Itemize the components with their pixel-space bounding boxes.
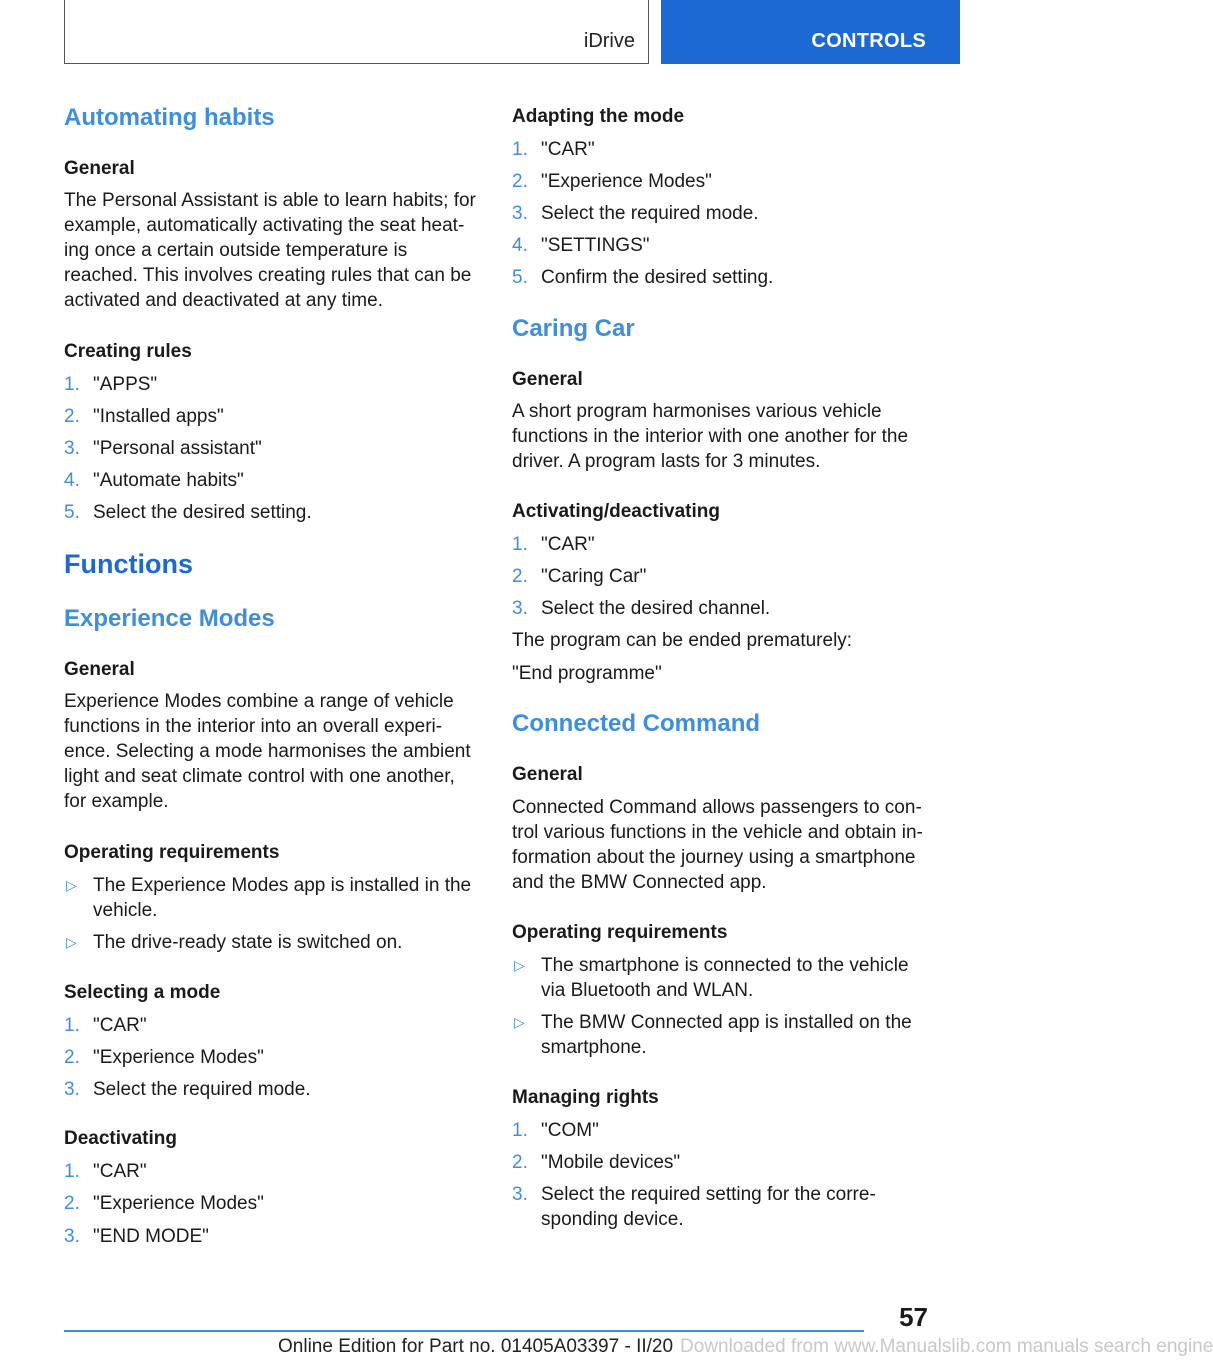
triangle-bullet-icon: ▷ [514,957,525,973]
footer-edition: Online Edition for Part no. 01405A03397 - II/20 [278,1336,674,1357]
subheading-general: General [512,764,583,785]
list-text: "SETTINGS" [541,235,650,256]
text-line: The smartphone is connected to the vehicle [541,955,909,976]
text-line: functions in the interior with one another for the [512,426,909,447]
list-number: 5. [512,267,528,288]
list-text: "Experience Modes" [541,171,712,192]
list-number: 2. [512,566,528,587]
text-line: smartphone. [541,1037,647,1058]
heading-automating-habits: Automating habits [64,104,275,131]
subheading-managing-rights: Managing rights [512,1087,659,1108]
list-text: Select the desired setting. [93,502,312,523]
list-text: "CAR" [93,1161,147,1182]
list-text: "Personal assistant" [93,438,262,459]
text-line: and the BMW Connected app. [512,872,767,893]
page-number: 57 [899,1302,928,1332]
triangle-bullet-icon: ▷ [66,934,77,950]
heading-caring-car: Caring Car [512,315,635,342]
list-number: 2. [512,1152,528,1173]
text-line: vehicle. [93,900,158,921]
paragraph-automating-general [64,188,482,313]
subheading-general: General [512,369,583,390]
list-number: 2. [64,406,80,427]
list-number: 1. [64,1161,80,1182]
list-number: 4. [512,235,528,256]
text-line: trol various functions in the vehicle and obtain in‐ [512,822,923,843]
list-number: 1. [512,1120,528,1141]
list-number: 5. [64,502,80,523]
list-text: "CAR" [541,534,595,555]
list-text: Confirm the desired setting. [541,267,774,288]
list-text: "CAR" [541,139,595,160]
header-chapter-tab [661,0,960,64]
heading-connected-command: Connected Command [512,710,761,737]
header-section-box [64,0,649,64]
list-number: 1. [64,374,80,395]
text-line: "Mobile devices" [541,1152,681,1173]
list-number: 3. [512,1184,528,1205]
text-line: functions in the interior into an overall experi‐ [64,716,443,737]
subheading-deactivating: Deactivating [64,1128,177,1149]
triangle-bullet-icon: ▷ [66,877,77,893]
paragraph-end-programme: "End programme" [512,663,662,684]
list-text [541,1182,926,1232]
bullet-text [93,930,478,955]
text-line: Experience Modes combine a range of vehicle [64,691,454,712]
list-text: "APPS" [93,374,158,395]
triangle-bullet-icon: ▷ [514,1014,525,1030]
list-text: Select the required mode. [93,1079,311,1100]
list-number: 2. [512,171,528,192]
header-section-label: iDrive [583,30,635,52]
paragraph-connected-general [512,795,930,895]
list-number: 1. [512,139,528,160]
text-line: ing once a certain outside temperature is [64,240,408,261]
list-number: 3. [64,1079,80,1100]
text-line: sponding device. [541,1209,684,1230]
text-line: The BMW Connected app is installed on the [541,1012,912,1033]
footer-divider [64,1330,864,1332]
text-line: light and seat climate control with one another, [64,766,455,787]
subheading-general: General [64,158,135,179]
list-text: "CAR" [93,1015,147,1036]
paragraph-caring-general [512,399,930,474]
text-line: ence. Selecting a mode harmonises the ambient [64,741,471,762]
text-line: via Bluetooth and WLAN. [541,980,754,1001]
text-line: Connected Command allows passengers to con‐ [512,797,922,818]
list-text [541,1150,926,1175]
text-line: Select the required setting for the corre‐ [541,1184,876,1205]
text-line: activated and deactivated at any time. [64,290,383,311]
text-line: The Experience Modes app is installed in the [93,875,472,896]
subheading-adapting-mode: Adapting the mode [512,106,685,127]
watermark-text: Downloaded from www.Manualslib.com manuals search engine [680,1336,1213,1357]
text-line: "COM" [541,1120,599,1141]
bullet-text [541,953,926,1003]
list-text: "Experience Modes" [93,1193,264,1214]
bullet-text [93,873,478,923]
header-chapter-label: CONTROLS [811,30,926,52]
list-text: "END MODE" [93,1226,209,1247]
text-line: driver. A program lasts for 3 minutes. [512,451,821,472]
list-text: "Installed apps" [93,406,224,427]
subheading-creating-rules: Creating rules [64,341,192,362]
list-text: "Automate habits" [93,470,244,491]
text-line: A short program harmonises various vehicle [512,401,882,422]
list-number: 3. [512,598,528,619]
list-text: "Caring Car" [541,566,647,587]
list-number: 3. [64,438,80,459]
subheading-general: General [64,659,135,680]
list-number: 2. [64,1193,80,1214]
text-line: example, automatically activating the seat heat‐ [64,215,465,236]
text-line: The drive-ready state is switched on. [93,932,403,953]
text-line: formation about the journey using a smartphone [512,847,916,868]
list-text: "Experience Modes" [93,1047,264,1068]
paragraph-experience-general [64,689,482,814]
text-line: The Personal Assistant is able to learn habits; for [64,190,476,211]
text-line: for example. [64,791,169,812]
subheading-operating-requirements: Operating requirements [512,922,728,943]
list-number: 1. [512,534,528,555]
subheading-operating-requirements: Operating requirements [64,842,280,863]
bullet-text [541,1010,926,1060]
list-text: Select the desired channel. [541,598,771,619]
list-number: 3. [64,1226,80,1247]
list-number: 4. [64,470,80,491]
heading-functions: Functions [64,549,193,579]
subheading-selecting-mode: Selecting a mode [64,982,221,1003]
heading-experience-modes: Experience Modes [64,605,275,632]
subheading-activating-deactivating: Activating/deactivating [512,501,720,522]
list-text: Select the required mode. [541,203,759,224]
list-number: 1. [64,1015,80,1036]
paragraph-ended-note: The program can be ended prematurely: [512,630,853,651]
text-line: reached. This involves creating rules that can be [64,265,472,286]
list-number: 3. [512,203,528,224]
list-text [541,1118,926,1143]
list-number: 2. [64,1047,80,1068]
